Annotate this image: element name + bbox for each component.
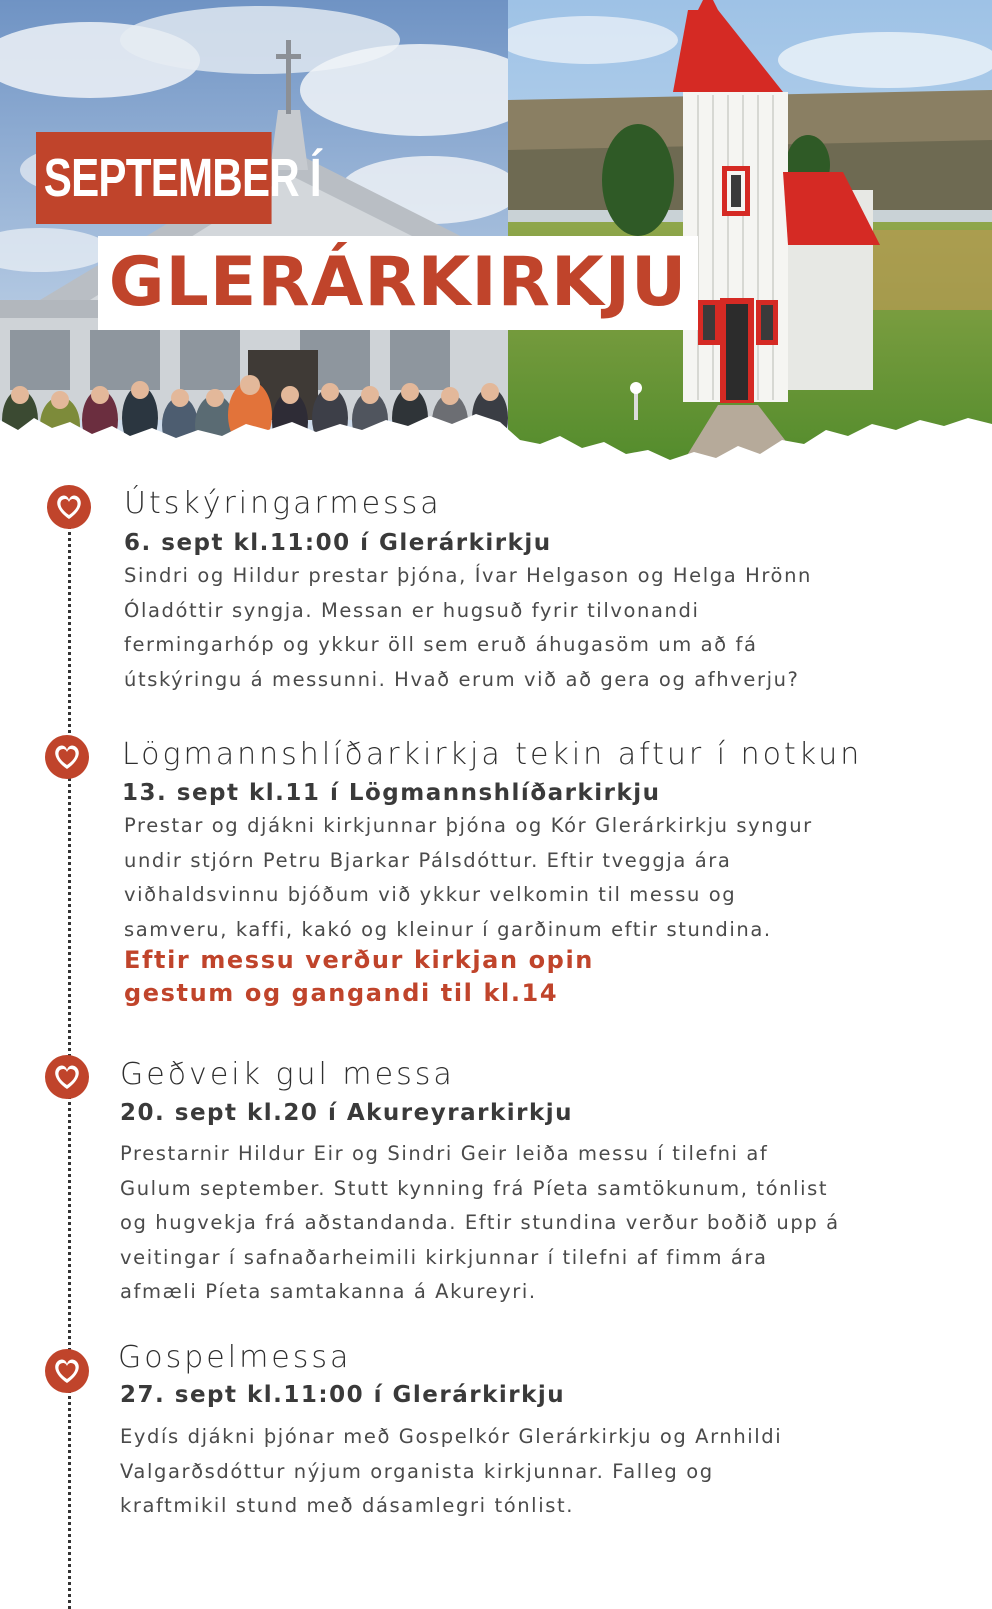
heart-icon: [44, 1348, 90, 1394]
event-highlight-note: Eftir messu verður kirkjan opin gestum og gangandi til kl.14: [124, 946, 594, 1007]
heart-icon: [46, 484, 92, 530]
event-description: Prestar og djákni kirkjunnar þjóna og Kór Glerárkirkju syngur undir stjórn Petru Bjarkar Pálsdóttur. Eftir tveggja ára viðhaldsvinnu bjóðum við ykkur velkomin til messu og samveru, kaffi, kakó og kleinur í garðinum eftir stundina.: [124, 814, 813, 941]
heart-icon: [44, 734, 90, 780]
event-date-location: 27. sept kl.11:00 í Glerárkirkju: [120, 1382, 566, 1408]
timeline-dotted-line: [68, 490, 71, 1609]
event-date-location: 6. sept kl.11:00 í Glerárkirkju: [124, 530, 552, 556]
event-description: Sindri og Hildur prestar þjóna, Ívar Helgason og Helga Hrönn Óladóttir syngja. Messan er hugsuð fyrir tilvonandi fermingarhóp og ykkur öll sem eruð áhugasöm um að fá útskýringu á messunni. Hvað erum við að gera og afhverju?: [124, 564, 813, 691]
event-date-location: 20. sept kl.20 í Akureyrarkirkju: [120, 1100, 574, 1126]
event-date-location: 13. sept kl.11 í Lögmannshlíðarkirkju: [122, 780, 661, 806]
event-description: Prestarnir Hildur Eir og Sindri Geir leiða messu í tilefni af Gulum september. Stutt kynning frá Píeta samtökunum, tónlist og hugvekja frá aðstandanda. Eftir stundina verður boðið upp á veitingar í safnaðarheimili kirkjunnar í tilefni af fimm ára afmæli Píeta samtakanna á Akureyri.: [120, 1142, 840, 1303]
event-title: Útskýringarmessa: [124, 486, 442, 521]
heart-icon: [44, 1054, 90, 1100]
event-title: Gospelmessa: [118, 1340, 352, 1375]
event-title: Lögmannshlíðarkirkja tekin aftur í notkun: [122, 737, 863, 772]
title-september: SEPTEMBER Í: [36, 132, 272, 224]
event-description: Eydís djákni þjónar með Gospelkór Glerárkirkju og Arnhildi Valgarðsdóttur nýjum organista kirkjunnar. Falleg og kraftmikil stund með dásamlegri tónlist.: [120, 1425, 783, 1517]
torn-paper-edge: [0, 400, 992, 480]
event-title: Geðveik gul messa: [120, 1057, 455, 1092]
hero-banner: [0, 0, 992, 480]
title-glerarkirkju: GLERÁRKIRKJU: [98, 236, 698, 330]
